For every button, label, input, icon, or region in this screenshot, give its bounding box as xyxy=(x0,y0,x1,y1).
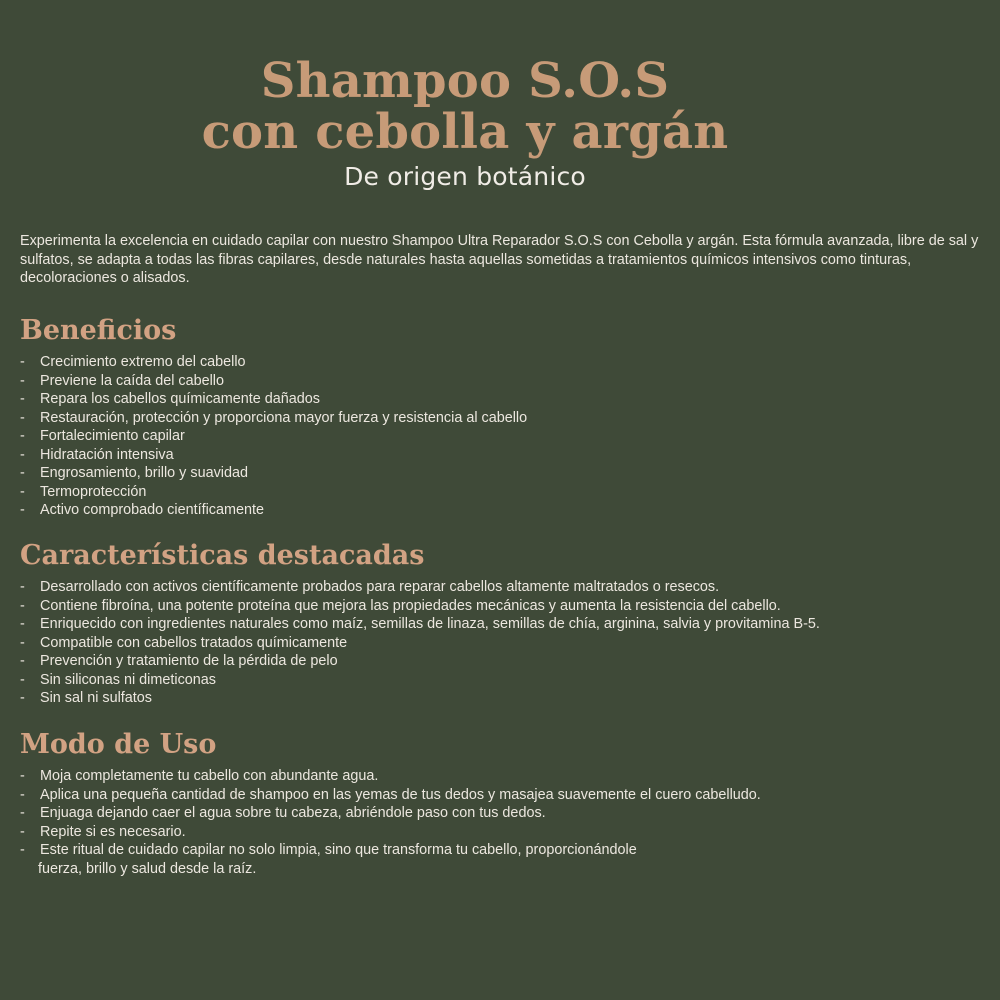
list-item: - Este ritual de cuidado capilar no solo limpia, sino que transforma tu cabello, proporcionándole fuerza, brillo y salud desde la raíz. xyxy=(20,841,995,878)
list-item-text: Enriquecido con ingredientes naturales como maíz, semillas de linaza, semillas de chía, arginina, salvia y provitamina B-5. xyxy=(40,616,820,632)
section-modo-de-uso xyxy=(20,728,995,878)
list-item: - Enjuaga dejando caer el agua sobre tu cabeza, abriéndole paso con tus dedos. xyxy=(20,805,546,821)
list-item: - Crecimiento extremo del cabello xyxy=(20,354,246,370)
benefits-list xyxy=(20,353,995,520)
list-item: - Previene la caída del cabello xyxy=(20,372,225,389)
list-item: - Repara los cabellos químicamente dañados xyxy=(20,391,320,407)
list-item: - Engrosamiento, brillo y suavidad xyxy=(20,465,248,481)
list-item-text: Hidratación intensiva xyxy=(40,446,174,463)
section-heading: Beneficios xyxy=(20,315,177,346)
list-item: - Termoprotección xyxy=(20,483,147,500)
list-item-text: Engrosamiento, brillo y suavidad xyxy=(40,465,248,481)
list-item-text: Crecimiento extremo del cabello xyxy=(40,354,246,370)
list-item-text: Activo comprobado científicamente xyxy=(40,502,264,518)
header xyxy=(0,53,930,192)
list-item: - Fortalecimiento capilar xyxy=(20,428,185,444)
list-item-text: Restauración, protección y proporciona mayor fuerza y resistencia al cabello xyxy=(40,409,528,426)
list-item: - Moja completamente tu cabello con abundante agua. xyxy=(20,768,379,784)
list-item-text: Enjuaga dejando caer el agua sobre tu cabeza, abriéndole paso con tus dedos. xyxy=(40,805,546,821)
list-item-text: Termoprotección xyxy=(40,483,147,500)
list-item: - Prevención y tratamiento de la pérdida de pelo xyxy=(20,653,338,669)
list-item-text: Moja completamente tu cabello con abundante agua. xyxy=(40,768,379,784)
product-title xyxy=(0,53,930,160)
list-item: - Enriquecido con ingredientes naturales como maíz, semillas de linaza, semillas de chía, arginina, salvia y provitamina B-5. xyxy=(20,616,820,632)
list-item-text: Compatible con cabellos tratados químicamente xyxy=(40,634,348,651)
subtitle: De origen botánico xyxy=(344,162,586,191)
list-item-text: Desarrollado con activos científicamente probados para reparar cabellos altamente maltratados o resecos. xyxy=(40,579,720,595)
section-heading: Modo de Uso xyxy=(20,729,217,760)
list-item-text: Este ritual de cuidado capilar no solo limpia, sino que transforma tu cabello, proporcionándole xyxy=(40,842,637,858)
list-item-text: Previene la caída del cabello xyxy=(40,372,225,389)
list-item-continuation: fuerza, brillo y salud desde la raíz. xyxy=(38,860,257,877)
list-item-text: Fortalecimiento capilar xyxy=(40,428,185,444)
intro-paragraph: Experimenta la excelencia en cuidado capilar con nuestro Shampoo Ultra Reparador S.O.S con Cebolla y argán. Esta fórmula avanzada, libre de sal y sulfatos, se adapta a todas las fibras capilares, desde naturales hasta aquellas sometidas a tratamientos químicos intensivos como tinturas, decoloraciones o alisados. xyxy=(20,233,979,287)
list-item: - Restauración, protección y proporciona mayor fuerza y resistencia al cabello xyxy=(20,409,528,426)
section-beneficios xyxy=(20,314,995,520)
section-heading: Características destacadas xyxy=(20,540,425,571)
list-item: - Sin sal ni sulfatos xyxy=(20,690,152,706)
usage-steps-list xyxy=(20,767,995,878)
section-caracteristicas xyxy=(20,539,995,708)
list-item-text: Aplica una pequeña cantidad de shampoo en las yemas de tus dedos y masajea suavemente el cuero cabelludo. xyxy=(40,786,761,803)
list-item: - Repite si es necesario. xyxy=(20,823,186,840)
list-item: - Contiene fibroína, una potente proteína que mejora las propiedades mecánicas y aumenta la resistencia del cabello. xyxy=(20,597,781,614)
list-item: - Desarrollado con activos científicamente probados para reparar cabellos altamente maltratados o resecos. xyxy=(20,579,720,595)
list-item: - Compatible con cabellos tratados químicamente xyxy=(20,634,348,651)
title-line-1: Shampoo S.O.S xyxy=(260,53,670,109)
features-list xyxy=(20,578,995,708)
list-item-text: Prevención y tratamiento de la pérdida de pelo xyxy=(40,653,338,669)
list-item: - Sin siliconas ni dimeticonas xyxy=(20,671,216,688)
list-item-text: Repara los cabellos químicamente dañados xyxy=(40,391,320,407)
list-item: - Aplica una pequeña cantidad de shampoo en las yemas de tus dedos y masajea suavemente el cuero cabelludo. xyxy=(20,786,761,803)
list-item-text: Contiene fibroína, una potente proteína que mejora las propiedades mecánicas y aumenta la resistencia del cabello. xyxy=(40,597,781,614)
list-item-text: Sin sal ni sulfatos xyxy=(40,690,152,706)
list-item: - Activo comprobado científicamente xyxy=(20,502,264,518)
list-item-text: Sin siliconas ni dimeticonas xyxy=(40,671,216,688)
list-item: - Hidratación intensiva xyxy=(20,446,174,463)
list-item-text: Repite si es necesario. xyxy=(40,823,186,840)
title-line-2: con cebolla y argán xyxy=(201,104,729,160)
